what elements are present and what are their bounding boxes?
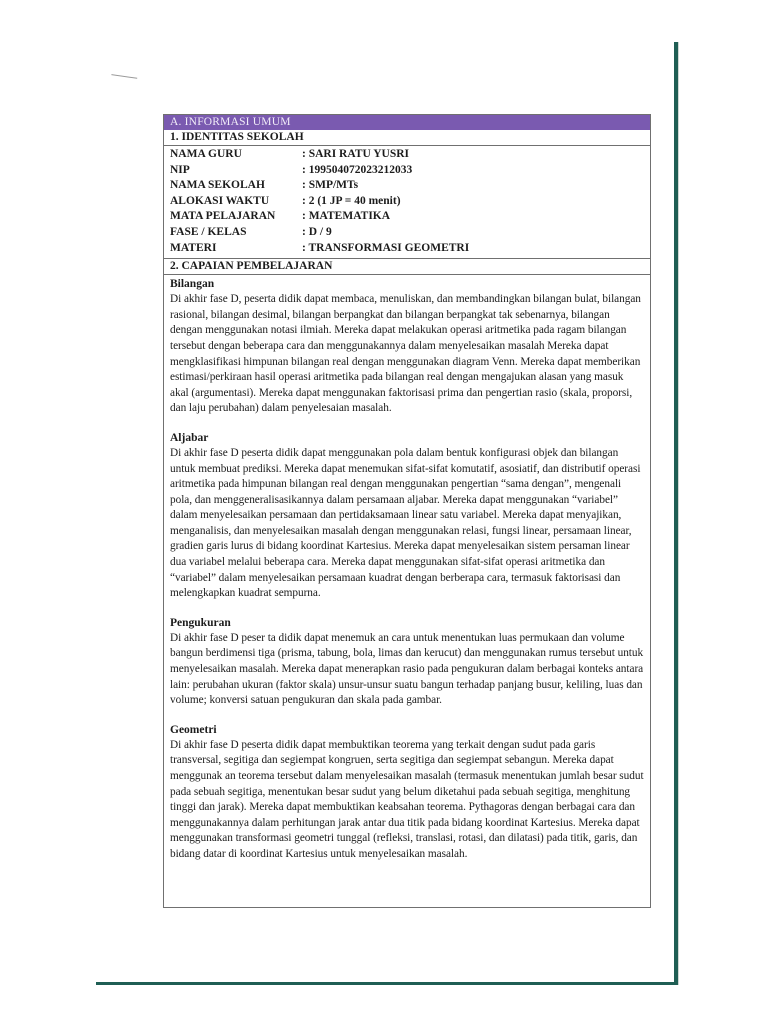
topic-title-aljabar: Aljabar <box>170 431 209 444</box>
topic-text-pengukuran: Di akhir fase D peser ta didik dapat menemuk an cara untuk menentukan luas permukaan dan volume bangun berdimensi tiga (prisma, tabung, bola, limas dan kerucut) dan menggunakan rumus tersebut untuk menyelesaikan masalah. Mereka dapat menerapkan rasio pada pengukuran dalam berbagai konteks antara lain: perubahan ukuran (faktor skala) unsur-unsur suatu bangun terhadap panjang busur, keliling, luas dan volume; konversi satuan pengukuran dan skala pada gambar. <box>170 631 644 707</box>
capaian-body <box>164 275 650 862</box>
identity-row <box>164 225 650 241</box>
identity-label: MATA PELAJARAN <box>170 210 276 223</box>
identity-heading: 1. IDENTITAS SEKOLAH <box>164 130 650 146</box>
topic-title-bilangan: Bilangan <box>170 278 215 291</box>
identity-row <box>164 163 650 179</box>
identity-label: NAMA GURU <box>170 148 242 160</box>
identity-row <box>164 241 650 257</box>
topic-text-aljabar: Di akhir fase D peserta didik dapat menggunakan pola dalam bentuk konfigurasi objek dan bilangan untuk membuat prediksi. Mereka dapat menemukan sifat-sifat komutatif, asosiatif, dan distributif operasi aritmetika pada himpunan bilangan real dengan menggunakan pengertian “sama dengan”, mengenali pola, dan menggeneralisasikannya dalam persamaan aljabar. Mereka dapat menggunakan “variabel” dalam menyelesaikan persamaan dan pertidaksamaan linear satu variabel. Mereka dapat menyajikan, menganalisis, dan menyelesaikan masalah dengan menggunakan relasi, fungsi linear, persamaan linear, gradien garis lurus di bidang koordinat Kartesius. Mereka dapat menyelesaikan sistem persaman linear dua variabel melalui beberapa cara. Mereka dapat menggunakan sifat-sifat operasi aritmetika dan “variabel” dalam menyelesaikan persamaan kuadrat dengan berberapa cara, termasuk faktorisasi dan melengkapkan kuadrat sempurna. <box>170 446 641 600</box>
identity-value: : MATEMATIKA <box>302 210 391 223</box>
topic-text-geometri: Di akhir fase D peserta didik dapat membuktikan teorema yang terkait dengan sudut pada garis transversal, segitiga dan segiempat kongruen, serta segitiga dan segiempat sebangun. Mereka dapat menggunak an teorema tersebut dalam menyelesaikan masalah (termasuk menentukan jumlah besar sudut pada sebuah segitiga, menentukan besar sudut yang belum diketahui pada sebuah segitiga, menghitung tinggi dan jarak). Mereka dapat membuktikan keabsahan teorema. Pythagoras dengan berbagai cara dan menggunakannya dalam perhitungan jarak antar dua titik pada bidang koordinat Kartesius. Mereka dapat menggunakan transformasi geometri tunggal (refleksi, translasi, rotasi, dan dilatasi) pada titik, garis, dan bidang datar di koordinat Kartesius untuk menyelesaikan masalah. <box>170 738 644 860</box>
identity-value: : 2 (1 JP = 40 menit) <box>302 194 401 207</box>
capaian-heading: 2. CAPAIAN PEMBELAJARAN <box>164 258 650 275</box>
topic-text-bilangan: Di akhir fase D, peserta didik dapat membaca, menuliskan, dan membandingkan bilangan bulat, bilangan rasional, bilangan desimal, bilangan berpangkat dan bilangan berpangkat tak sebenarnya, bilangan dengan menggunakan notasi ilmiah. Mereka dapat melakukan operasi aritmetika pada ragam bilangan tersebut dengan beberapa cara dan menggunakannya dalam menyelesaikan masalah Mereka dapat mengklasifikasi himpunan bilangan real dengan menggunakan diagram Venn. Mereka dapat memberikan estimasi/perkiraan hasil operasi aritmetika pada bilangan real dengan mengajukan alasan yang masuk akal (argumentasi). Mereka dapat menggunakan faktorisasi prima dan pengertian rasio (skala, proporsi, dan laju perubahan) dalam penyelesaian masalah. <box>170 293 641 415</box>
identity-row <box>164 209 650 225</box>
identity-value: : SARI RATU YUSRI <box>302 148 410 160</box>
identity-table <box>164 146 650 258</box>
topic-title-geometri: Geometri <box>170 723 217 736</box>
topic-title-pengukuran: Pengukuran <box>170 616 231 629</box>
identity-value: : D / 9 <box>302 225 332 238</box>
identity-label: MATERI <box>170 241 217 254</box>
identity-label: NAMA SEKOLAH <box>170 179 265 192</box>
identity-row <box>164 178 650 194</box>
identity-value: : SMP/MTs <box>302 179 359 192</box>
identity-label: NIP <box>170 163 190 176</box>
rpp-form <box>163 114 651 908</box>
section-a-header: A. INFORMASI UMUM <box>164 115 650 130</box>
identity-value: : 199504072023212033 <box>302 163 413 176</box>
identity-label: FASE / KELAS <box>170 225 247 238</box>
identity-row <box>164 147 650 163</box>
identity-value: : TRANSFORMASI GEOMETRI <box>302 241 470 254</box>
identity-row <box>164 194 650 210</box>
identity-label: ALOKASI WAKTU <box>170 194 270 207</box>
